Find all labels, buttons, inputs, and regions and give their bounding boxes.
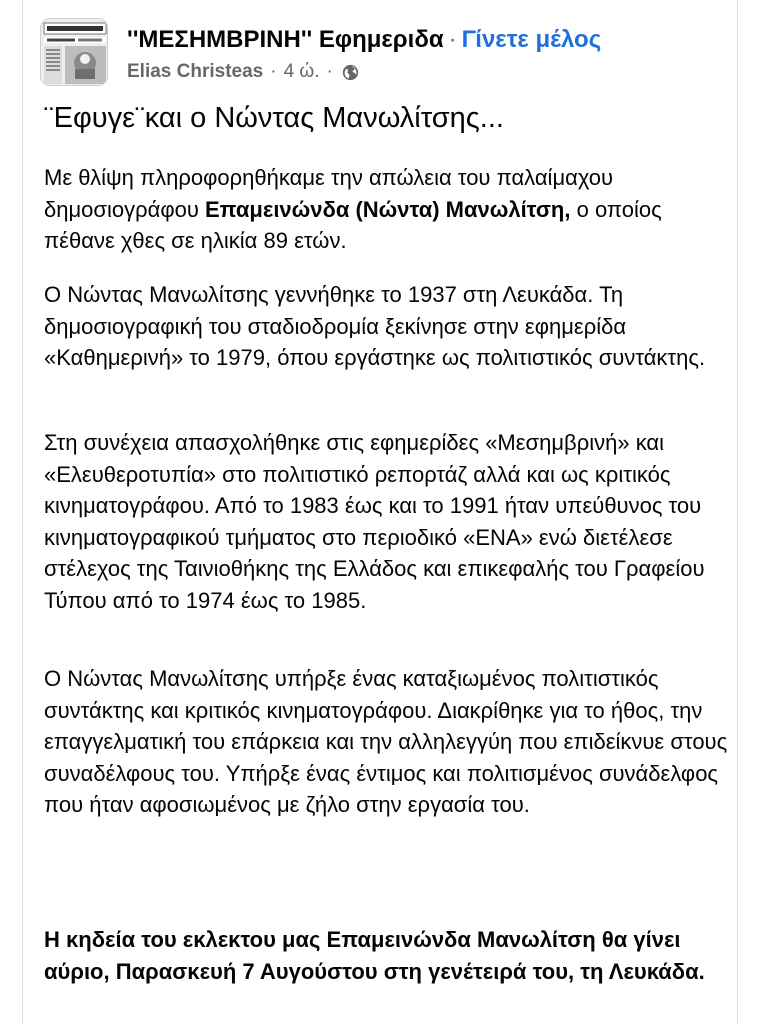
paragraph-1-text-end: ο οποίος πέθανε χθες σε ηλικία 89 ετών. — [44, 196, 662, 253]
group-avatar[interactable] — [40, 18, 108, 86]
post-paragraph-4: Ο Νώντας Μανωλίτσης υπήρξε ένας καταξιωμένος πολιτιστικός συντάκτης και κριτικός κινηματογράφου. Διακρίθηκε για το ήθος, την επαγγελματική του επάρκεια και την αλληλεγγύη που επιδείκνυε στους συναδέλφους του. Υπήρξε ένας έντιμος και πολιτισμένος συνάδελφος που ήταν αφοσιωμένος με ζήλο στην εργασία του. — [44, 666, 728, 817]
group-title-line — [127, 26, 601, 54]
post-title: ¨Εφυγε¨και ο Νώντας Μανωλίτσης... — [44, 102, 504, 134]
post-timestamp[interactable]: 4 ώ. — [283, 61, 320, 82]
meta-separator: · — [270, 61, 277, 82]
group-name-link[interactable]: ''ΜΕΣΗΜΒΡΙΝΗ'' Εφημεριδα — [127, 26, 444, 53]
post-header — [40, 14, 740, 84]
globe-icon[interactable] — [342, 64, 359, 81]
post-paragraph-3: Στη συνέχεια απασχολήθηκε στις εφημερίδες «Μεσημβρινή» και «Ελευθεροτυπία» στο πολιτιστικό ρεπορτάζ αλλά και ως κριτικός κινηματογράφου. Από το 1983 έως και το 1991 ήταν υπεύθυνος του κινηματογραφικού τμήματος στο περιοδικό «ΕΝΑ» ενώ διετέλεσε στέλεχος της Ταινιοθήκης της Ελλάδος και επικεφαλής του Γραφείου Τύπου από το 1974 έως το 1985. — [44, 430, 705, 613]
post-paragraph-1 — [44, 162, 730, 257]
paragraph-1-text: Με θλίψη πληροφορηθήκαμε την απώλεια του παλαίμαχου δημοσιογράφου — [44, 165, 614, 222]
author-link[interactable]: Elias Christeas — [127, 61, 264, 82]
paragraph-1-bold-name: Επαμεινώνδα (Νώντα) Μανωλίτση, — [204, 196, 571, 222]
join-group-button[interactable]: Γίνετε μέλος — [461, 26, 602, 53]
meta-separator-2: · — [326, 61, 333, 82]
post-meta — [127, 61, 359, 83]
title-separator: · — [448, 26, 457, 53]
post-paragraph-2: Ο Νώντας Μανωλίτσης γεννήθηκε το 1937 στη Λευκάδα. Τη δημοσιογραφική του σταδιοδρομία ξεκίνησε στην εφημερίδα «Καθημερινή» το 1979, όπου εργάστηκε ως πολιτιστικός συντάκτης. — [44, 282, 706, 370]
newspaper-thumbnail-icon — [41, 19, 108, 86]
funeral-announcement: Η κηδεία του εκλεκτου μας Επαμεινώνδα Μανωλίτση θα γίνει αύριο, Παρασκευή 7 Αυγούστου στη γενέτειρά του, τη Λευκάδα. — [44, 927, 705, 984]
